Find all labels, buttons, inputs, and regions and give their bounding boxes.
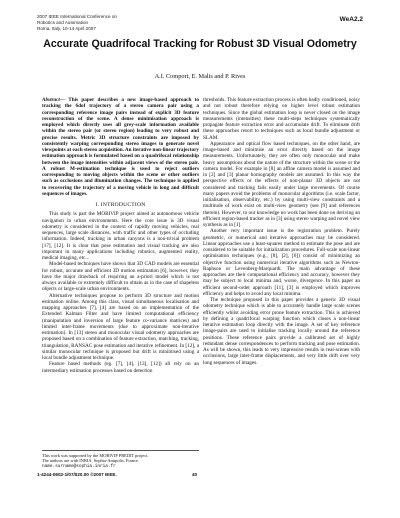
conference-line-2: Robotics and Automation (37, 20, 89, 25)
paper-id: WeA2.2 (339, 16, 363, 23)
footnote-funding: This work was supported by the MOBIVIP PREDIT project. (42, 453, 149, 458)
abstract (42, 97, 199, 197)
body-paragraph: thresholds. This feature extraction process is often badly conditioned, noisy and not robust therefore relying on higher level robust estimation techniques. Since the global estimation loop is never closed on the image measurements (intensities) these multi-steps techniques systematically propagate feature extraction error and accumulate drift. To eliminate drift these approaches resort to techniques such as local bundle adjustment or SLAM. (203, 97, 360, 141)
intro-paragraph: Feature based methods (eg. [7], [4], [13], [12]) all rely on an intermediary estimation processes based on detection (42, 361, 199, 374)
abstract-label: Abstract (42, 97, 60, 103)
body-paragraph: Appearance and optical flow based techniques, on the other hand, are image-based and minimise an error directly based on the image measurements. Unfortunately, they are often only monocular and make heavy assumptions about the nature of the structure within the scene or the camera model. For example in [8] an affine camera model is assumed and in [2] and [3] planar homography models are assumed. In this way the perspective effects or the effects of non-planar 3D objects are not considered and tracking fails easily under large movements. Of course many papers avoid the problems of monocular algorithms (i.e. scale factor, initialisation, observability, etc.) by using multi-view constraints and a multitude of work exist on multi-view geometry (see [9] and references therein). However, to our knowledge no work has been done on deriving an efficient region-based tracker as in [3] using stereo warping and novel view synthesis as in [1]. (203, 140, 360, 228)
footnote-email: name.surname@sophia.inria.fr (42, 463, 116, 469)
right-column (203, 97, 360, 366)
footnote-affiliation: The authors are with INRIA, Sophia-Antipolis, France. (42, 458, 139, 464)
body-paragraph: The technique proposed in this paper provides a generic 3D visual odometry technique which is able to accurately handle large scale scenes efficiently whilst avoiding error prone feature extraction. This is achieved by defining a quadrifocal warping function which closes a non-linear iterative estimation loop directly with the image. A set of key reference image-pairs are used to initialise tracking locally around the reference positions. These reference pairs provide a calibrated set of highly redundant dense correspondences to perform tracking and pose estimation. As will be shown, this leads to very impressive results in real-scenes with occlusions, large inter-frame displacements, and very little drift over very long sequences of images. (203, 297, 360, 366)
isbn-copyright: 1-4244-0602-1/07/$20.00 ©2007 IEEE. (37, 472, 117, 477)
section-heading-introduction: I. INTRODUCTION (95, 202, 146, 208)
body-paragraph: Another very important issue is the registration problem. Purely geometric, or numerical and iterative approaches may be considered. Linear approaches use a least-squares method to estimate the pose and are considered to be suitable for initialization procedures. Full-scale non-linear optimisation techniques (e.g., [8], [2], [6]) consist of minimizing an objective function using numerical iterative algorithms such as Newton-Raphson or Levenberg-Marquardt. The main advantage of these approaches are their computational efficiency and accuracy, however they may be subject to local minima and, worse, divergence. In this paper an efficient second-order approach [11], [3] is employed which improves efficiency and helps to avoid any local minima. (203, 228, 360, 297)
conference-line-3: Roma, Italy, 10-14 April 2007 (37, 26, 96, 31)
footnote (42, 450, 199, 469)
conference-line-1: 2007 IEEE International Conference on (37, 14, 117, 19)
page-footer (37, 472, 363, 477)
abstract-text: — This paper describes a new image-based approach to tracking the 6dof trajectory of a stereo camera pair using a corresponding reference image pairs instead of explicit 3D feature reconstruction of the scene. A dense minimisation approach is employed which directly uses all grey-scale information available within the stereo pair (or stereo region) leading to very robust and precise results. Metric 3D structure constraints are imposed by consistently warping corresponding stereo images to generate novel viewpoints at each stereo acquisition. An iterative non-linear trajectory estimation approach is formulated based on a quadrifocal relationship between the image intensities within adjacent views of the stereo pair. A robust M-estimation technique is used to reject outliers corresponding to moving objects within the scene or other outliers such as occlusions and illumination changes. The technique is applied to recovering the trajectory of a moving vehicle in long and difficult sequences of images. (42, 97, 199, 197)
page-number: 40 (192, 472, 198, 477)
author-list: A.I. Comport, E. Malis and P. Rives (154, 73, 246, 80)
intro-paragraph: Model-based techniques have shown that 3D CAD models are essential for robust, accurate and efficient 3D motion estimation [6], however, they have the major drawback of requiring an a-priori model which is not always available or extremely difficult to obtain as in the case of shapeless objects or large-scale urban environments. (42, 261, 199, 293)
intro-paragraph: This study is part the MOBIVIP project aimed at autonomous vehicle navigation in urban environments. Here the core issue is 3D visual odometry is considered in the context of rapidly moving vehicles, real sequences, large scale distances, with traffic and other types of occluding information. Indeed, tracking in urban canyons is a non-trivial problem [17], [12]. It is clear that pose estimation and visual tracking are also important in many applications including robotics, augmented reality, medical imaging, etc... (42, 211, 199, 261)
intro-paragraph: Alternative techniques propose to perform 3D structure and motion estimation online. Among this class, visual simultaneous localisation and mapping approaches [7], [4] are based on an implementation of the Extended Kalman Filter and have limited computational efficiency (manipulation and inversion of large feature co-variance matrices) and limited inter-frame movements (due to approximate non-iterative estimation). In [13] stereo and monocular visual odometry approaches are proposed based on a combination of feature extraction, matching, tracking, triangulation, RANSAC pose estimation and iterative refinement. In [12], a similar monocular technique is proposed but drift is minimised using a local bundle adjustment technique. (42, 292, 199, 361)
conference-header (37, 14, 117, 32)
left-column (42, 97, 199, 374)
paper-title: Accurate Quadrifocal Tracking for Robust 3D Visual Odometry (43, 38, 357, 50)
